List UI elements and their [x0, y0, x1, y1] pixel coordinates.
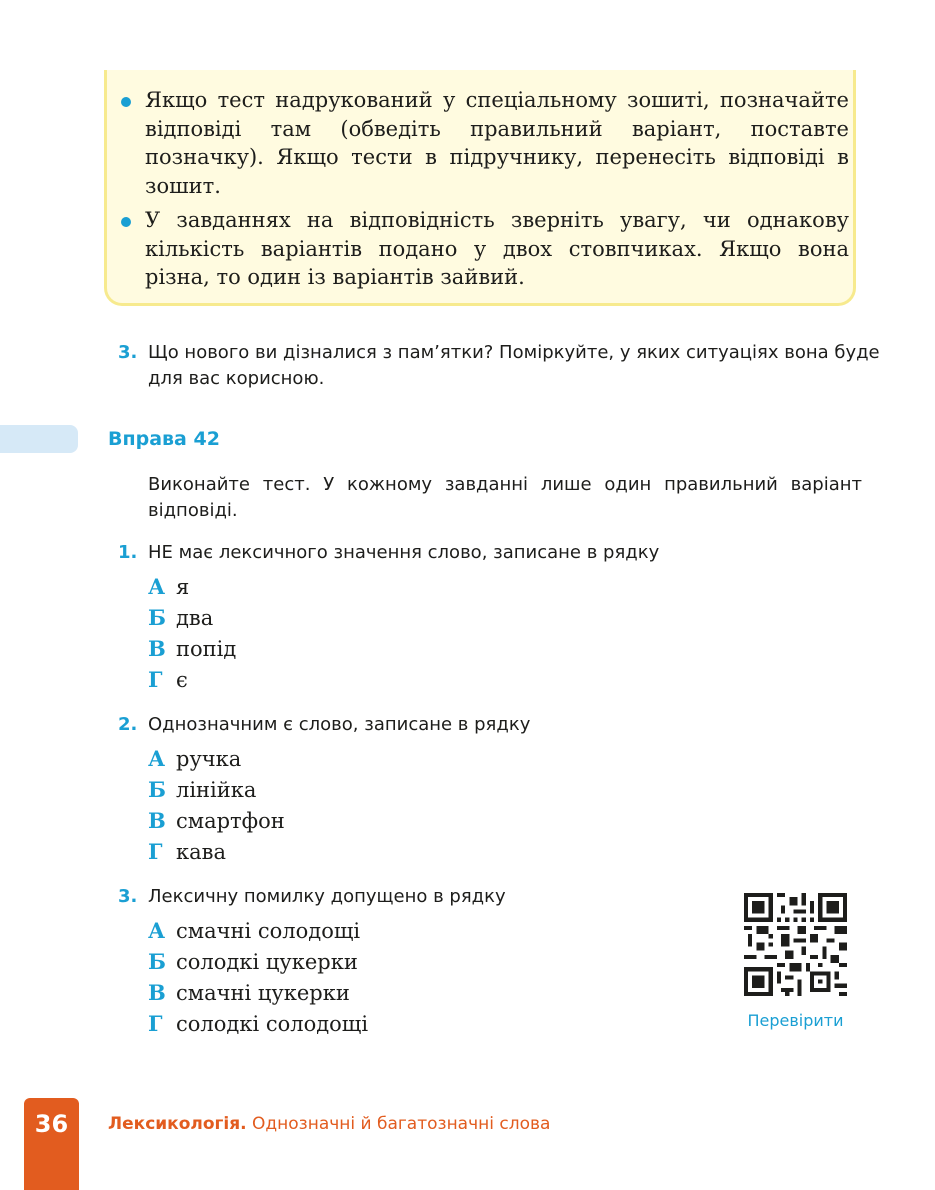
memo-box — [104, 70, 856, 306]
option-text: попід — [176, 637, 237, 661]
question-1 — [118, 540, 748, 566]
answer-option[interactable] — [148, 602, 236, 633]
qr-code-icon[interactable] — [744, 893, 847, 996]
question-number: 3. — [118, 886, 138, 907]
option-text: смартфон — [176, 809, 285, 833]
memo-item-text: Якщо тест надрукований у спеціальному зошиті, позначайте відповіді там (обведіть правильний варіант, поставте позначку). Якщо тести в підручнику, перенесіть відповіді в зошит. — [145, 88, 849, 198]
option-letter: В — [148, 808, 166, 833]
option-text: солодкі солодощі — [176, 1012, 369, 1036]
question-number: 2. — [118, 714, 138, 735]
option-letter: А — [148, 746, 166, 771]
option-letter: Б — [148, 949, 166, 974]
page-number-tab — [24, 1098, 79, 1190]
task-3 — [118, 340, 892, 392]
question-2 — [118, 712, 748, 738]
exercise-title: Вправа 42 — [108, 428, 220, 450]
memo-item — [121, 86, 849, 200]
option-letter: Г — [148, 1011, 163, 1036]
option-text: два — [176, 606, 214, 630]
task-text: Що нового ви дізналися з пам’ятки? Поміркуйте, у яких ситуаціях вона буде для вас корисною. — [148, 342, 880, 389]
running-footer — [108, 1114, 550, 1134]
answer-option[interactable] — [148, 915, 368, 946]
question-3 — [118, 884, 748, 910]
answer-option[interactable] — [148, 836, 285, 867]
option-text: смачні солодощі — [176, 919, 361, 943]
answer-option[interactable] — [148, 774, 285, 805]
option-letter: Г — [148, 839, 163, 864]
question-text: Лексичну помилку допущено в рядку — [148, 886, 506, 907]
option-letter: Б — [148, 777, 166, 802]
option-letter: А — [148, 574, 166, 599]
question-text: Однозначним є слово, записане в рядку — [148, 714, 531, 735]
answer-option[interactable] — [148, 664, 236, 695]
answer-option[interactable] — [148, 977, 368, 1008]
answer-option[interactable] — [148, 571, 236, 602]
memo-list — [121, 86, 849, 298]
option-letter: Б — [148, 605, 166, 630]
memo-item-text: У завданнях на відповідність зверніть увагу, чи однакову кількість варіантів подано у двох стовпчиках. Якщо вона різна, то один із варіантів зайвий. — [145, 208, 849, 289]
answer-option[interactable] — [148, 743, 285, 774]
exercise-tab-marker — [0, 425, 78, 453]
option-text: є — [176, 668, 188, 692]
option-text: я — [176, 575, 190, 599]
option-text: смачні цукерки — [176, 981, 350, 1005]
question-1-options — [148, 571, 236, 695]
question-text: НЕ має лексичного значення слово, записане в рядку — [148, 542, 660, 563]
option-text: ручка — [176, 747, 242, 771]
exercise-instruction: Виконайте тест. У кожному завданні лише один правильний варіант відповіді. — [148, 474, 862, 521]
memo-item — [121, 206, 849, 292]
question-2-options — [148, 743, 285, 867]
bullet-icon — [121, 97, 131, 107]
answer-option[interactable] — [148, 633, 236, 664]
option-letter: Г — [148, 667, 163, 692]
answer-option[interactable] — [148, 946, 368, 977]
answer-option[interactable] — [148, 1008, 368, 1039]
page-number: 36 — [34, 1110, 69, 1138]
footer-topic: Однозначні й багатозначні слова — [252, 1114, 551, 1134]
answer-option[interactable] — [148, 805, 285, 836]
task-number: 3. — [118, 342, 138, 363]
question-number: 1. — [118, 542, 138, 563]
option-letter: А — [148, 918, 166, 943]
option-text: кава — [176, 840, 226, 864]
qr-check-link[interactable]: Перевірити — [747, 1011, 844, 1030]
footer-section: Лексикологія. — [108, 1114, 247, 1134]
bullet-icon — [121, 217, 131, 227]
option-text: солодкі цукерки — [176, 950, 358, 974]
question-3-options — [148, 915, 368, 1039]
option-text: лінійка — [176, 778, 257, 802]
option-letter: В — [148, 980, 166, 1005]
option-letter: В — [148, 636, 166, 661]
